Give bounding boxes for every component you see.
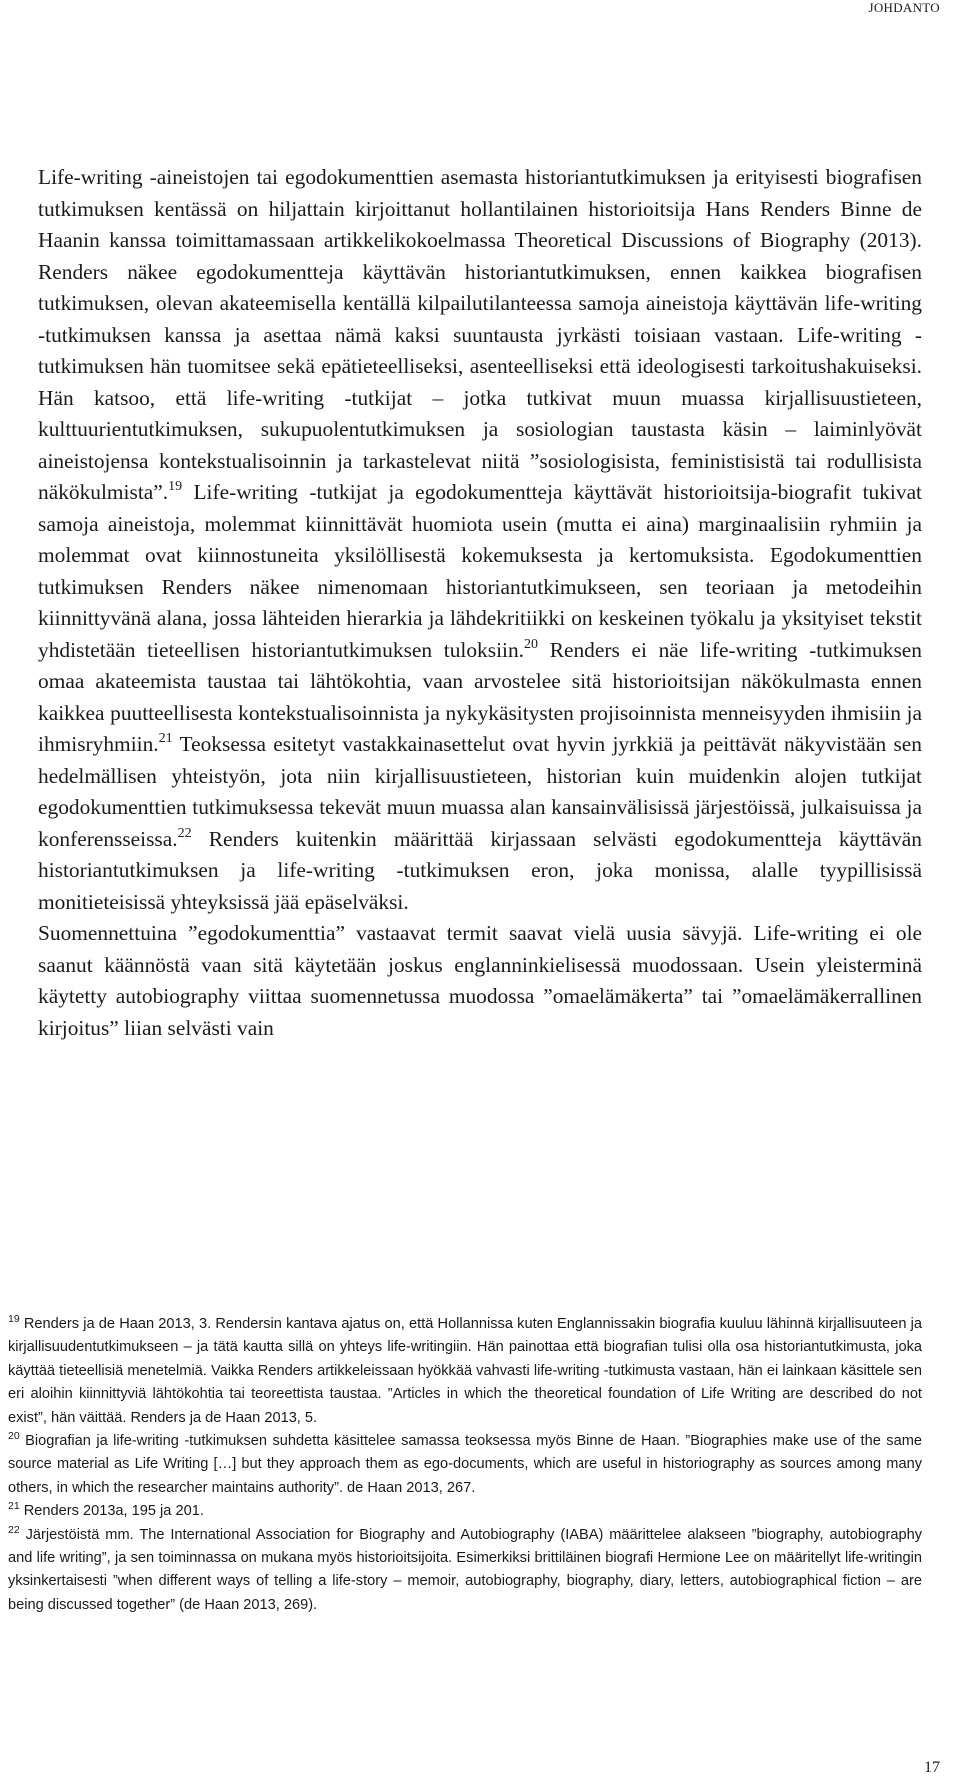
footnote-20: [8, 1430, 922, 1500]
footnote-number: 21: [8, 1500, 20, 1513]
running-header: JOHDANTO: [868, 0, 940, 15]
footnote-19: [8, 1313, 922, 1430]
footnote-ref-20[interactable]: 20: [524, 636, 538, 652]
footnote-ref-21[interactable]: 21: [158, 731, 173, 746]
paragraph-2: Suomennettuina ”egodokumenttia” vastaavat termit saavat vielä uusia sävyjä. Life-writing ei ole saanut käännöstä vaan sitä käytetään joskus englanninkielisessä muodossaan. Usein yleisterminä käytetty autobiography viittaa suomennetussa muodossa ”omaelämäkerta” tai ”omaelämäkerrallinen kirjoitus” liian selvästi vain: [38, 921, 922, 1040]
footnote-ref-19[interactable]: 19: [168, 479, 183, 494]
footnote-22: [8, 1524, 922, 1618]
footnote-ref-22[interactable]: 22: [177, 825, 192, 841]
paragraph-1-part-b: Life-writing -tutkijat ja egodokumentteja käyttävät historioitsija-biografit tukivat samoja aineistoja, molemmat kiinnittävät huomiota usein (mutta ei aina) marginaalisiin ryhmiin ja molemmat ovat kiinnostuneita yksilöllisestä kokemuksesta ja kertomuksista. Egodokumenttien tutkimuksen Renders näkee nimenomaan historiantutkimukseen, sen teoriaan ja metodeihin kiinnittyvänä alana, jossa lähteiden hierarkia ja lähdekritiikki on keskeinen työkalu ja yksityiset tekstit yhdistetään tieteellisen historiantutkimuksen tuloksiin.: [38, 480, 922, 662]
paragraph-1-part-d: Teoksessa esitetyt vastakkainasettelut ovat hyvin jyrkkiä ja peittävät näkyvistään sen hedelmällisen yhteistyön, jota niin kirjallisuustieteen, historian kuin muidenkin alojen tutkijat egodokumenttien tutkimuksessa tekevät muun muassa alan kansainvälisissä järjestöissä, julkaisuissa ja konferensseissa.: [38, 732, 922, 851]
footnote-text: Järjestöistä mm. The International Association for Biography and Autobiography (IABA) määrittelee alakseen ”biography, autobiography and life writing”, ja sen toiminnassa on mukana myös historioitsijoita. Esimerkiksi brittiläinen biografi Hermione Lee on määritellyt life-writingin yksinkertaisesti ”when different ways of telling a life-story – memoir, autobiography, biography, diary, letters, autobiographical fiction – are being discussed together” (de Haan 2013, 269).: [8, 1526, 922, 1613]
paragraph-1: [38, 162, 922, 918]
paragraph-1-part-c: Renders ei näe life-writing -tutkimuksen omaa akateemista taustaa tai lähtökohtia, vaan arvostelee sitä historioitsijan näkökulmasta ennen kaikkea puutteellisesta kontekstualisoinnista ja nykykäsitysten projisoinnista menneisyyden ihmisiin ja ihmisryhmiin.: [38, 637, 922, 756]
footnote-21: [8, 1500, 922, 1523]
footnote-number: 19: [8, 1313, 20, 1325]
footnote-text: Renders ja de Haan 2013, 3. Rendersin kantava ajatus on, että Hollannissa kuten Englannissakin biografia kuuluu lähinnä kirjallisuuteen ja kirjallisuudentutkimukseen – ja tätä kautta sillä on yhteys life-writingiin. Hän painottaa että biografian tulisi olla osa historiantutkimusta, joka käyttää tieteellisiä menetelmiä. Vaikka Renders artikkeleissaan hyökkää vahvasti life-writing -tutkimusta vastaan, hän ei lainkaan käsittele sen eri aloihin kiinnittyviä lähtökohtia tai teoreettista taustaa. ”Articles in which the theoretical foundation of Life Writing are described do not exist”, hän väittää. Renders ja de Haan 2013, 5.: [8, 1316, 923, 1426]
paragraph-1-part-e: Renders kuitenkin määrittää kirjassaan selvästi egodokumentteja käyttävän historiantutkimuksen ja life-writing -tutkimuksen eron, joka monissa, alalle tyypillisissä monitieteisissä yhteyksissä jää epäselväksi.: [38, 826, 922, 914]
paragraph-1-part-a: Life-writing -aineistojen tai egodokumenttien asemasta historiantutkimuksen ja erityisesti biografisen tutkimuksen kentässä on hiljattain kirjoittanut hollantilainen historioitsija Hans Renders Binne de Haanin kanssa toimittamassaan artikkelikokoelmassa Theoretical Discussions of Biography (2013). Renders näkee egodokumentteja käyttävän historiantutkimuksen, ennen kaikkea biografisen tutkimuksen, olevan akateemisella kentällä kilpailutilanteessa samoja aineistoja käyttävän life-writing -tutkimuksen kanssa ja asettaa nämä kaksi suuntausta jyrkästi toisiaan vastaan. Life-writing -tutkimuksen hän tuomitsee sekä epätieteelliseksi, asenteelliseksi että ideologisesti tarkoitushakuiseksi. Hän katsoo, että life-writing -tutkijat – jotka tutkivat muun muassa kirjallisuustieteen, kulttuurientutkimuksen, sukupuolentutkimuksen ja sosiologian taustasta käsin – laiminlyövät aineistojensa kontekstualisoinnin ja tarkastelevat niitä ”sosiologisista, feministisistä tai rodullisista näkökulmista”.: [38, 165, 922, 504]
footnotes: [8, 1313, 922, 1617]
footnote-text: Biografian ja life-writing -tutkimuksen suhdetta käsittelee samassa teoksessa myös Binne de Haan. ”Biographies make use of the same source material as Life Writing […] but they approach them as ego-documents, which are useful in historiography as sources among many others, in which the researcher maintains authority”. de Haan 2013, 267.: [8, 1433, 922, 1496]
page-number: 17: [924, 1759, 940, 1776]
footnote-text: Renders 2013a, 195 ja 201.: [23, 1503, 204, 1520]
footnote-number: 22: [8, 1523, 20, 1536]
body-text: [38, 162, 922, 1044]
footnote-number: 20: [8, 1430, 20, 1443]
